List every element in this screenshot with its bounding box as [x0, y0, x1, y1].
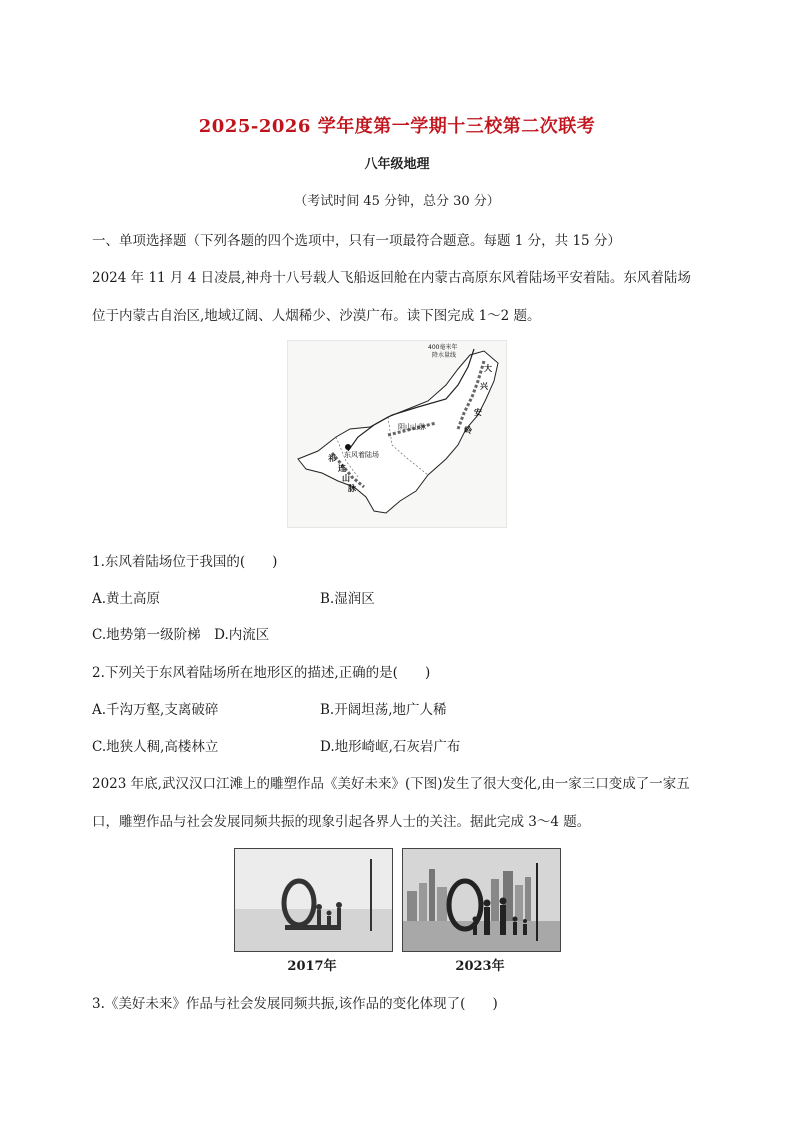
rainfall-label-1: 400毫米年 — [428, 344, 458, 351]
sculpture-photo-2017 — [234, 848, 393, 952]
qls-label-1: 祁 — [328, 454, 336, 463]
dxal-label-4: 岭 — [464, 426, 472, 435]
qls-label-4: 脉 — [348, 484, 356, 493]
q1-stem: 1.东风着陆场位于我国的( ) — [92, 554, 278, 570]
q3-stem: 3.《美好未来》作品与社会发展同频共振,该作品的变化体现了( ) — [92, 996, 498, 1012]
q1-option-a: A.黄土高原 — [92, 591, 161, 607]
dxal-label-3: 安 — [474, 408, 482, 417]
photo-2017-svg — [235, 849, 392, 951]
q2-option-b: B.开阔坦荡,地广人稀 — [320, 702, 447, 718]
section-heading: 一、单项选择题（下列各题的四个选项中，只有一项最符合题意。每题 1 分，共 15 分） — [92, 233, 621, 249]
passage2-line2: 口，雕塑作品与社会发展同频共振的现象引起各界人士的关注。据此完成 3～4 题。 — [92, 814, 591, 830]
map-svg — [288, 341, 506, 527]
rainfall-label-2: 降水量线 — [432, 352, 457, 359]
passage1-line1: 2024 年 11 月 4 日凌晨,神舟十八号载人飞船返回舱在内蒙古高原东风着陆场平安着陆。东风着陆场 — [92, 270, 691, 286]
qls-label-3: 山 — [342, 474, 350, 483]
dxal-label-2: 兴 — [480, 382, 488, 391]
page-subtitle: 八年级地理 — [364, 157, 430, 172]
qls-label-2: 连 — [338, 464, 346, 473]
q1-option-b: B.湿润区 — [320, 591, 375, 607]
page-title: 2025-2026 学年度第一学期十三校第二次联考 — [198, 116, 596, 137]
photo-2017-caption: 2017年 — [287, 959, 337, 974]
passage1-line2: 位于内蒙古自治区,地域辽阔、人烟稀少、沙漠广布。读下图完成 1～2 题。 — [92, 308, 541, 324]
q2-option-d: D.地形崎岖,石灰岩广布 — [320, 739, 461, 755]
site-label: 东风着陆场 — [344, 451, 379, 459]
q1-option-cd: C.地势第一级阶梯 D.内流区 — [92, 627, 270, 643]
exam-note: （考试时间 45 分钟，总分 30 分） — [294, 194, 500, 209]
site-marker — [345, 444, 351, 450]
inner-mongolia-map — [287, 340, 507, 528]
q2-option-c: C.地狭人稠,高楼林立 — [92, 739, 219, 755]
photo-2023-svg — [403, 849, 560, 951]
sculpture-photo-2023 — [402, 848, 561, 952]
q2-option-a: A.千沟万壑,支离破碎 — [92, 702, 219, 718]
yinshan-label: 阴山山脉 — [398, 423, 426, 431]
dxal-label-1: 大 — [484, 364, 492, 373]
photo-2023-caption: 2023年 — [455, 959, 505, 974]
q2-stem: 2.下列关于东风着陆场所在地形区的描述,正确的是( ) — [92, 665, 431, 681]
passage2-line1: 2023 年底,武汉汉口江滩上的雕塑作品《美好未来》(下图)发生了很大变化,由一家三口变成了一家五 — [92, 776, 690, 792]
